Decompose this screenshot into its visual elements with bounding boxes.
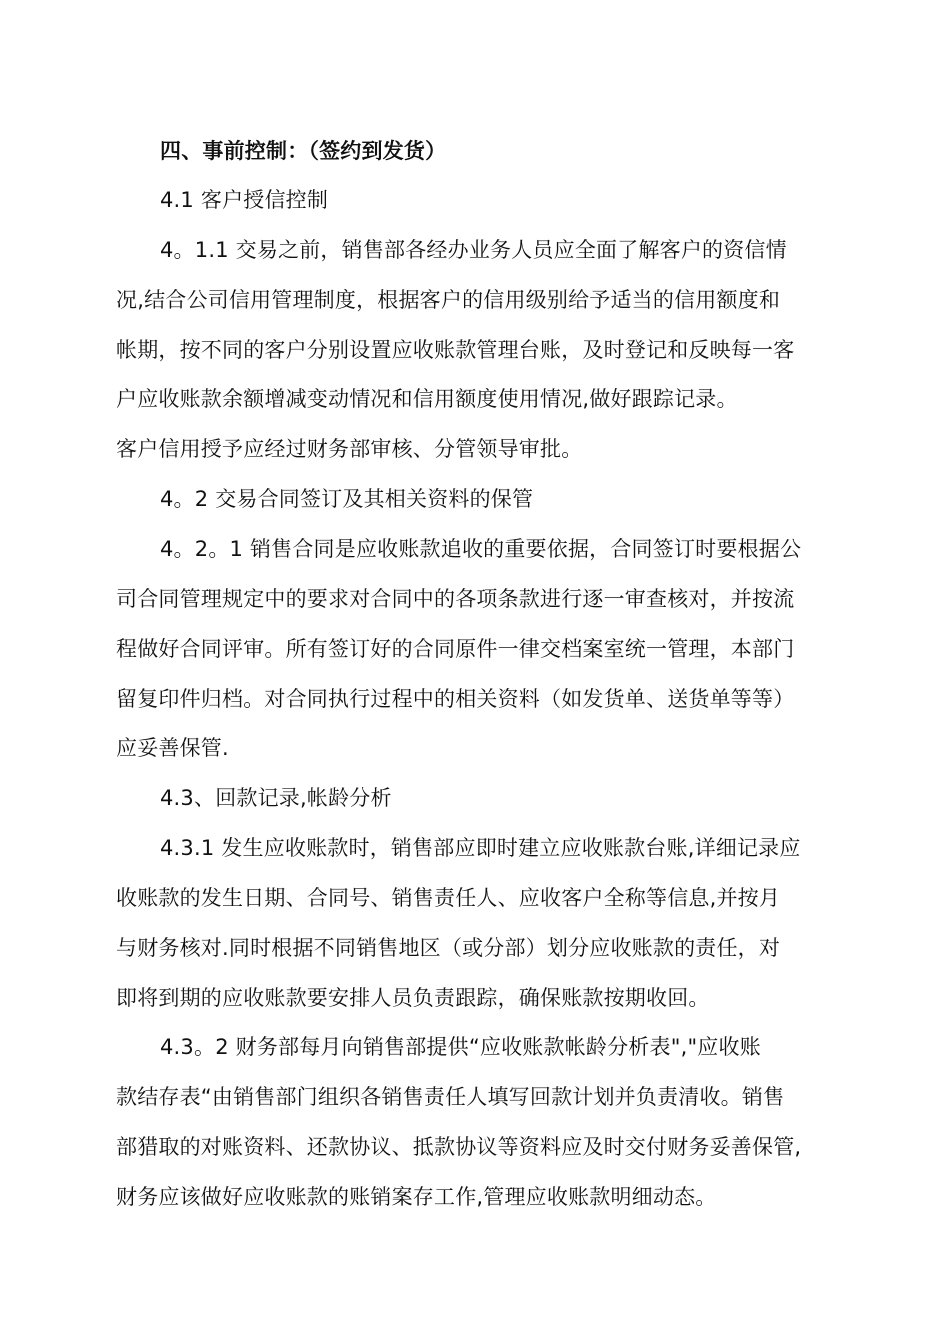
paragraph-line: 部猎取的对账资料、还款协议、抵款协议等资料应及时交付财务妥善保管,: [116, 1135, 802, 1159]
paragraph-line: 4。1.1 交易之前，销售部各经办业务人员应全面了解客户的资信情: [160, 238, 787, 262]
paragraph-line: 4。2。1 销售合同是应收账款追收的重要依据，合同签订时要根据公: [160, 537, 802, 561]
paragraph-line: 客户信用授予应经过财务部审核、分管领导审批。: [116, 437, 583, 461]
subsection-heading: 4。2 交易合同签订及其相关资料的保管: [160, 487, 534, 511]
paragraph-line: 司合同管理规定中的要求对合同中的各项条款进行逐一审查核对，并按流: [116, 587, 795, 611]
paragraph-line: 与财务核对.同时根据不同销售地区（或分部）划分应收账款的责任，对: [116, 936, 781, 960]
section-heading: 四、事前控制：（签约到发货）: [160, 139, 447, 163]
paragraph-line: 财务应该做好应收账款的账销案存工作,管理应收账款明细动态。: [116, 1185, 717, 1209]
paragraph-line: 留复印件归档。对合同执行过程中的相关资料（如发货单、送货单等等）: [116, 687, 795, 711]
paragraph-line: 款结存表“由销售部门组织各销售责任人填写回款计划并负责清收。销售: [116, 1085, 785, 1109]
paragraph-line: 收账款的发生日期、合同号、销售责任人、应收客户全称等信息,并按月: [116, 886, 781, 910]
paragraph-line: 户应收账款余额增减变动情况和信用额度使用情况,做好跟踪记录。: [116, 387, 738, 411]
paragraph-line: 4.3.1 发生应收账款时，销售部应即时建立应收账款台账,详细记录应: [160, 836, 801, 860]
paragraph-line: 程做好合同评审。所有签订好的合同原件一律交档案室统一管理，本部门: [116, 637, 795, 661]
paragraph-line: 即将到期的应收账款要安排人员负责跟踪，确保账款按期收回。: [116, 986, 710, 1010]
paragraph-line: 应妥善保管.: [116, 736, 229, 760]
subsection-heading: 4.3、回款记录,帐龄分析: [160, 786, 392, 810]
paragraph-line: 帐期，按不同的客户分别设置应收账款管理台账，及时登记和反映每一客: [116, 338, 795, 362]
paragraph-line: 4.3。2 财务部每月向销售部提供“应收账款帐龄分析表","应收账: [160, 1035, 761, 1059]
paragraph-line: 况,结合公司信用管理制度，根据客户的信用级别给予适当的信用额度和: [116, 288, 781, 312]
subsection-heading: 4.1 客户授信控制: [160, 188, 329, 212]
